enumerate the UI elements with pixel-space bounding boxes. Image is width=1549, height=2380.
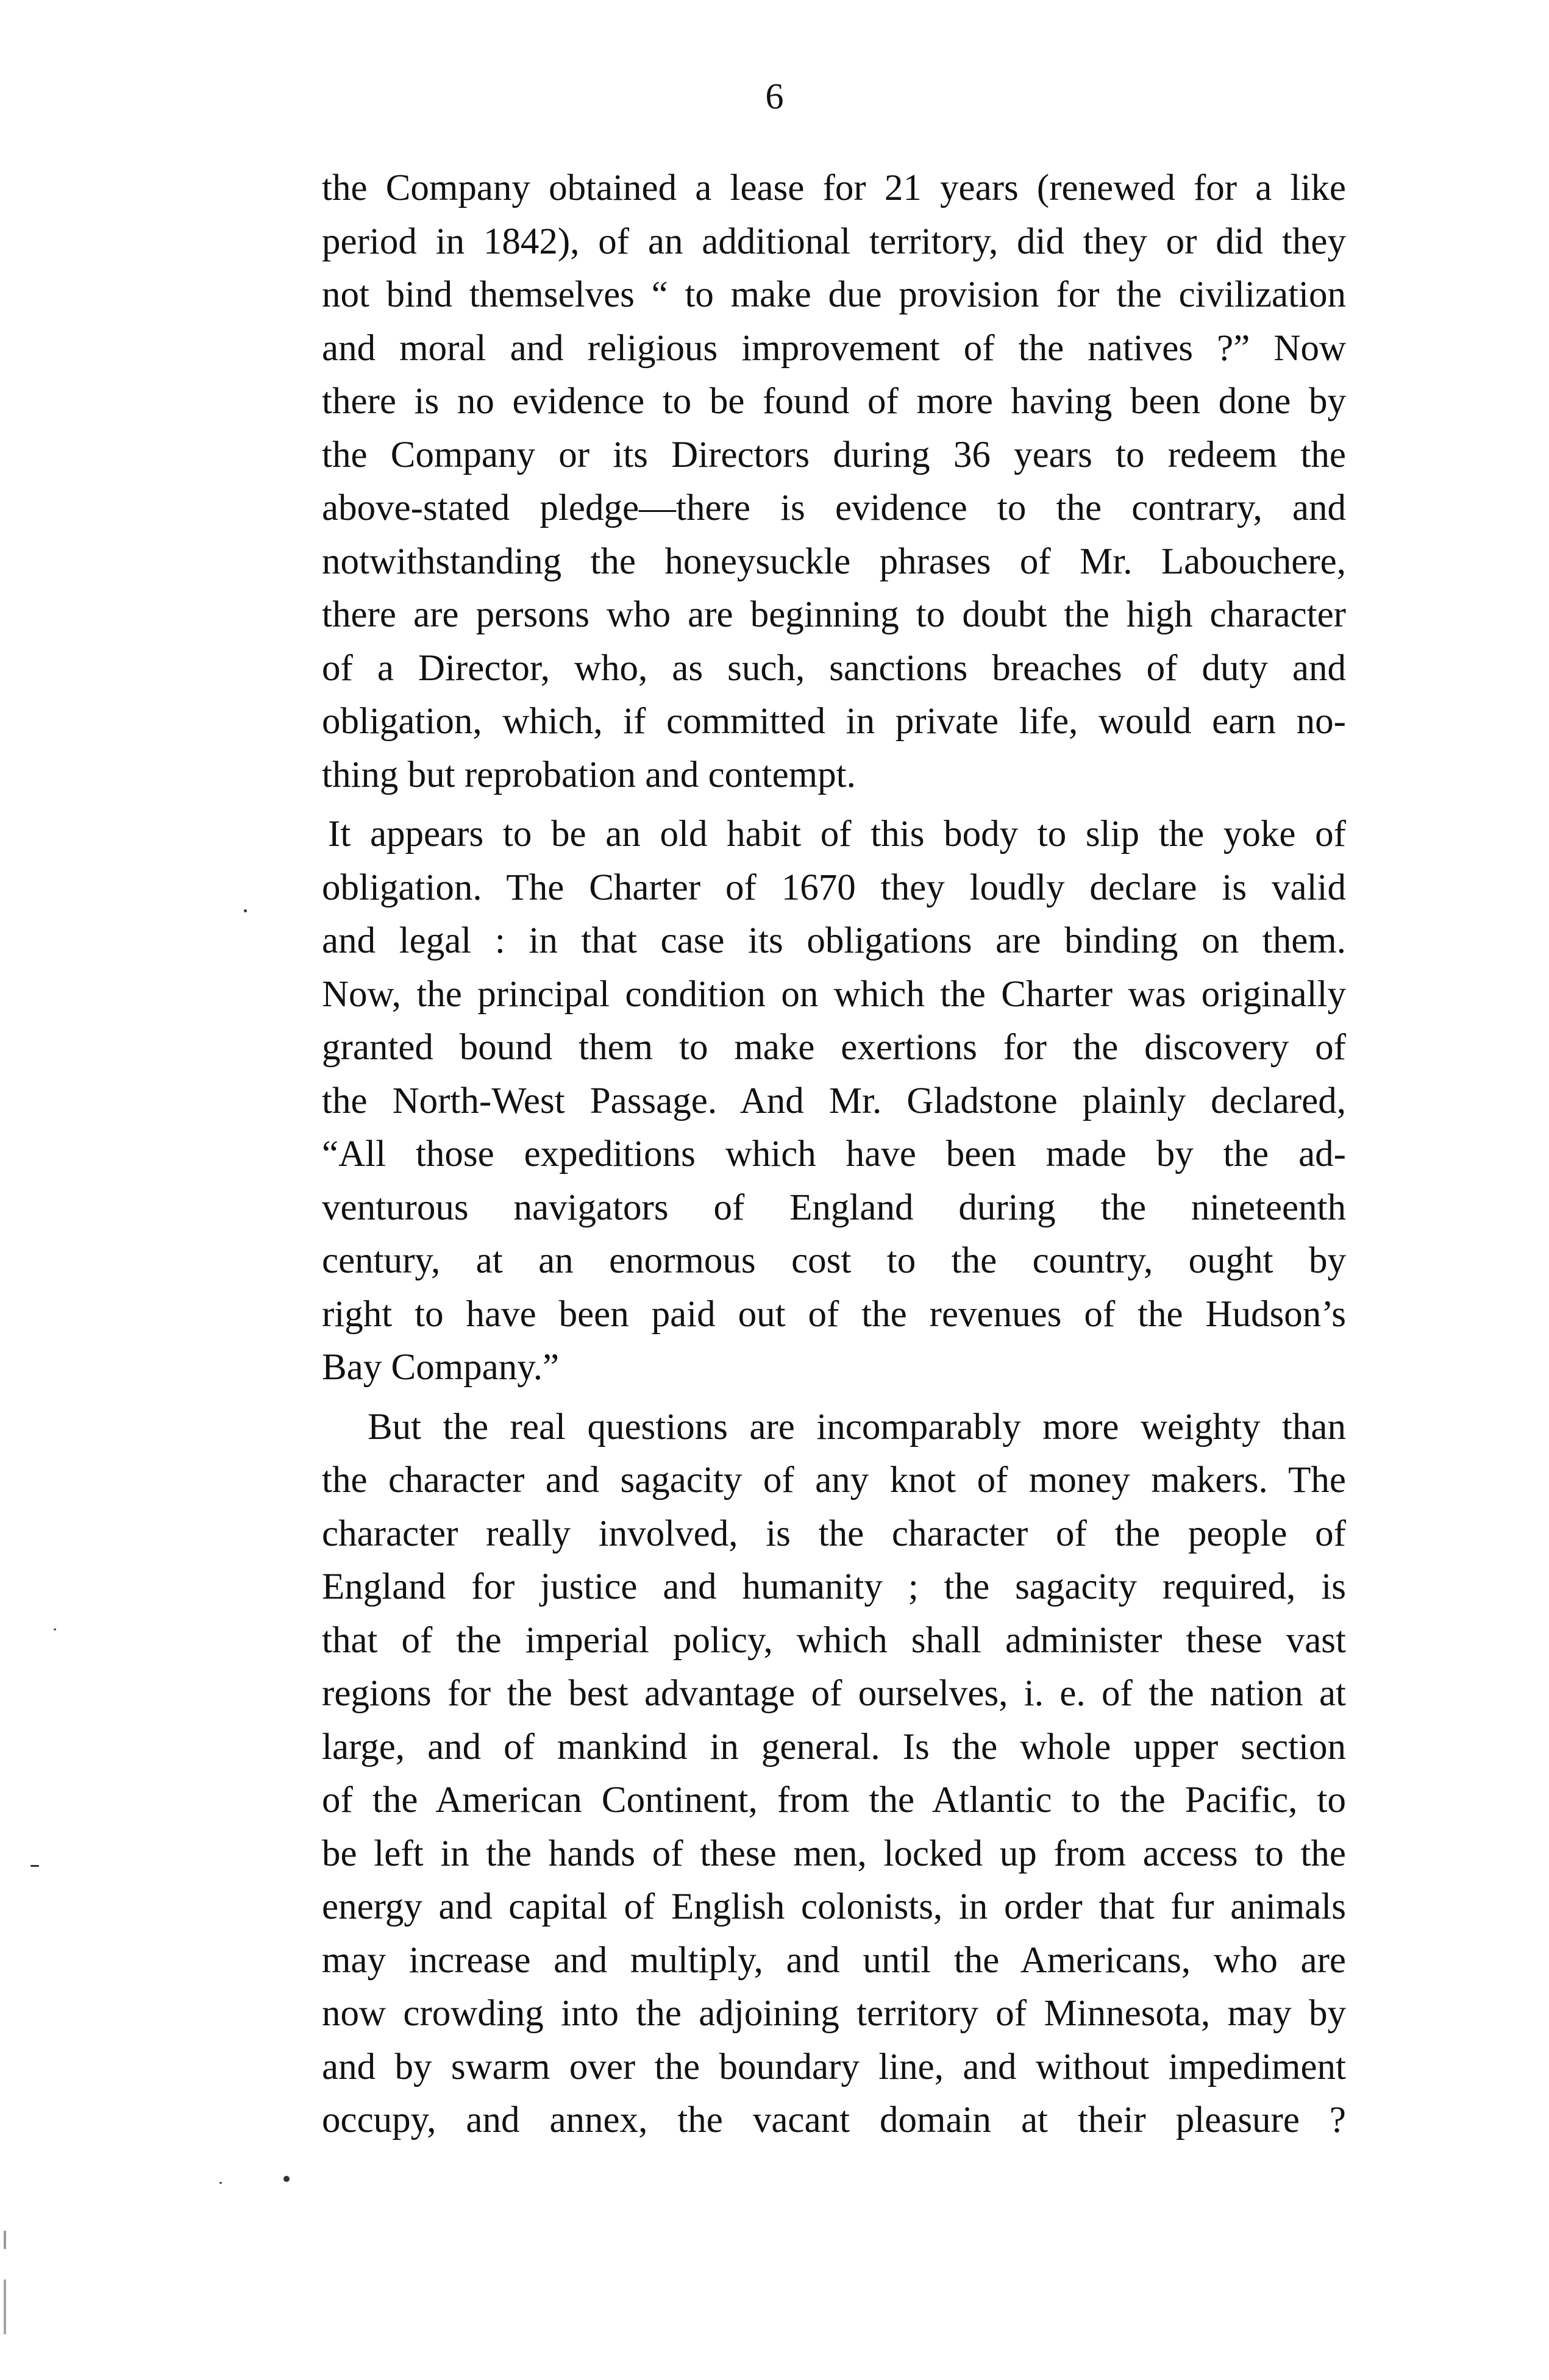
paragraph-3: [322, 1401, 1346, 2147]
text-line: there is no evidence to be found of more having been done by: [322, 381, 1346, 422]
text-line: “All those expeditions which have been made by the ad-: [322, 1134, 1346, 1174]
scan-speck: [4, 2231, 6, 2249]
text-line: now crowding into the adjoining territory of Minnesota, may by: [322, 1993, 1346, 2034]
text-line: obligation. The Charter of 1670 they loudly declare is valid: [322, 867, 1346, 908]
page-number: 6: [765, 76, 784, 116]
text-line: period in 1842), of an additional territory, did they or did they: [322, 221, 1346, 262]
text-line: may increase and multiply, and until the Americans, who are: [322, 1939, 1346, 1981]
text-line: the character and sagacity of any knot of money makers. The: [322, 1460, 1346, 1501]
text-line: of the American Continent, from the Atlantic to the Pacific, to: [322, 1780, 1346, 1821]
text-body: [322, 162, 1346, 2147]
text-line: character really involved, is the character of the people of: [322, 1513, 1346, 1554]
scan-speck: [283, 2176, 290, 2182]
scan-speck: [4, 2279, 6, 2334]
text-line: notwithstanding the honeysuckle phrases of Mr. Labouchere,: [322, 541, 1346, 582]
text-line: there are persons who are beginning to doubt the high character: [322, 594, 1346, 635]
text-line: venturous navigators of England during the nineteenth: [322, 1187, 1346, 1228]
text-line: and moral and religious improvement of the natives ?” Now: [322, 327, 1346, 369]
text-line: large, and of mankind in general. Is the whole upper section: [322, 1726, 1346, 1767]
text-line: of a Director, who, as such, sanctions breaches of duty and: [322, 647, 1346, 689]
text-line: England for justice and humanity ; the sagacity required, is: [322, 1566, 1346, 1607]
text-line: occupy, and annex, the vacant domain at their pleasure ?: [322, 2100, 1346, 2140]
text-line: energy and capital of English colonists, in order that fur animals: [322, 1886, 1346, 1927]
text-line: the Company or its Directors during 36 years to redeem the: [322, 434, 1346, 475]
text-line: not bind themselves “ to make due provision for the civilization: [322, 274, 1346, 315]
text-line: Bay Company.”: [322, 1347, 560, 1388]
text-line: thing but reprobation and contempt.: [322, 754, 856, 795]
text-line: century, at an enormous cost to the country, ought by: [322, 1240, 1346, 1281]
scan-speck: [54, 1629, 56, 1630]
text-line: granted bound them to make exertions for the discovery of: [322, 1027, 1346, 1068]
text-line: But the real questions are incomparably more weighty than: [368, 1406, 1346, 1448]
text-line: and legal : in that case its obligations are binding on them.: [322, 920, 1346, 961]
scan-speck: [219, 2182, 222, 2184]
scan-speck: [30, 1865, 39, 1867]
paragraph-1: [322, 162, 1346, 801]
paragraph-2: [322, 808, 1346, 1394]
text-line: above-stated pledge—there is evidence to the contrary, and: [322, 488, 1346, 528]
text-line: that of the imperial policy, which shall administer these vast: [322, 1619, 1346, 1661]
text-line: obligation, which, if committed in private life, would earn no-: [322, 701, 1346, 742]
text-line: the Company obtained a lease for 21 years (renewed for a like: [322, 168, 1346, 208]
text-line: regions for the best advantage of ourselves, i. e. of the nation at: [322, 1673, 1346, 1714]
text-line: It appears to be an old habit of this body to slip the yoke of: [328, 814, 1346, 854]
paragraph-gap: [322, 1394, 1346, 1401]
text-line: the North-West Passage. And Mr. Gladstone plainly declared,: [322, 1080, 1346, 1121]
paragraph-gap: [322, 801, 1346, 808]
text-line: Now, the principal condition on which the Charter was originally: [322, 973, 1346, 1015]
text-line: and by swarm over the boundary line, and without impediment: [322, 2046, 1346, 2087]
text-line: right to have been paid out of the revenues of the Hudson’s: [322, 1293, 1346, 1335]
text-line: be left in the hands of these men, locked up from access to the: [322, 1833, 1346, 1874]
scan-speck: [244, 909, 247, 912]
